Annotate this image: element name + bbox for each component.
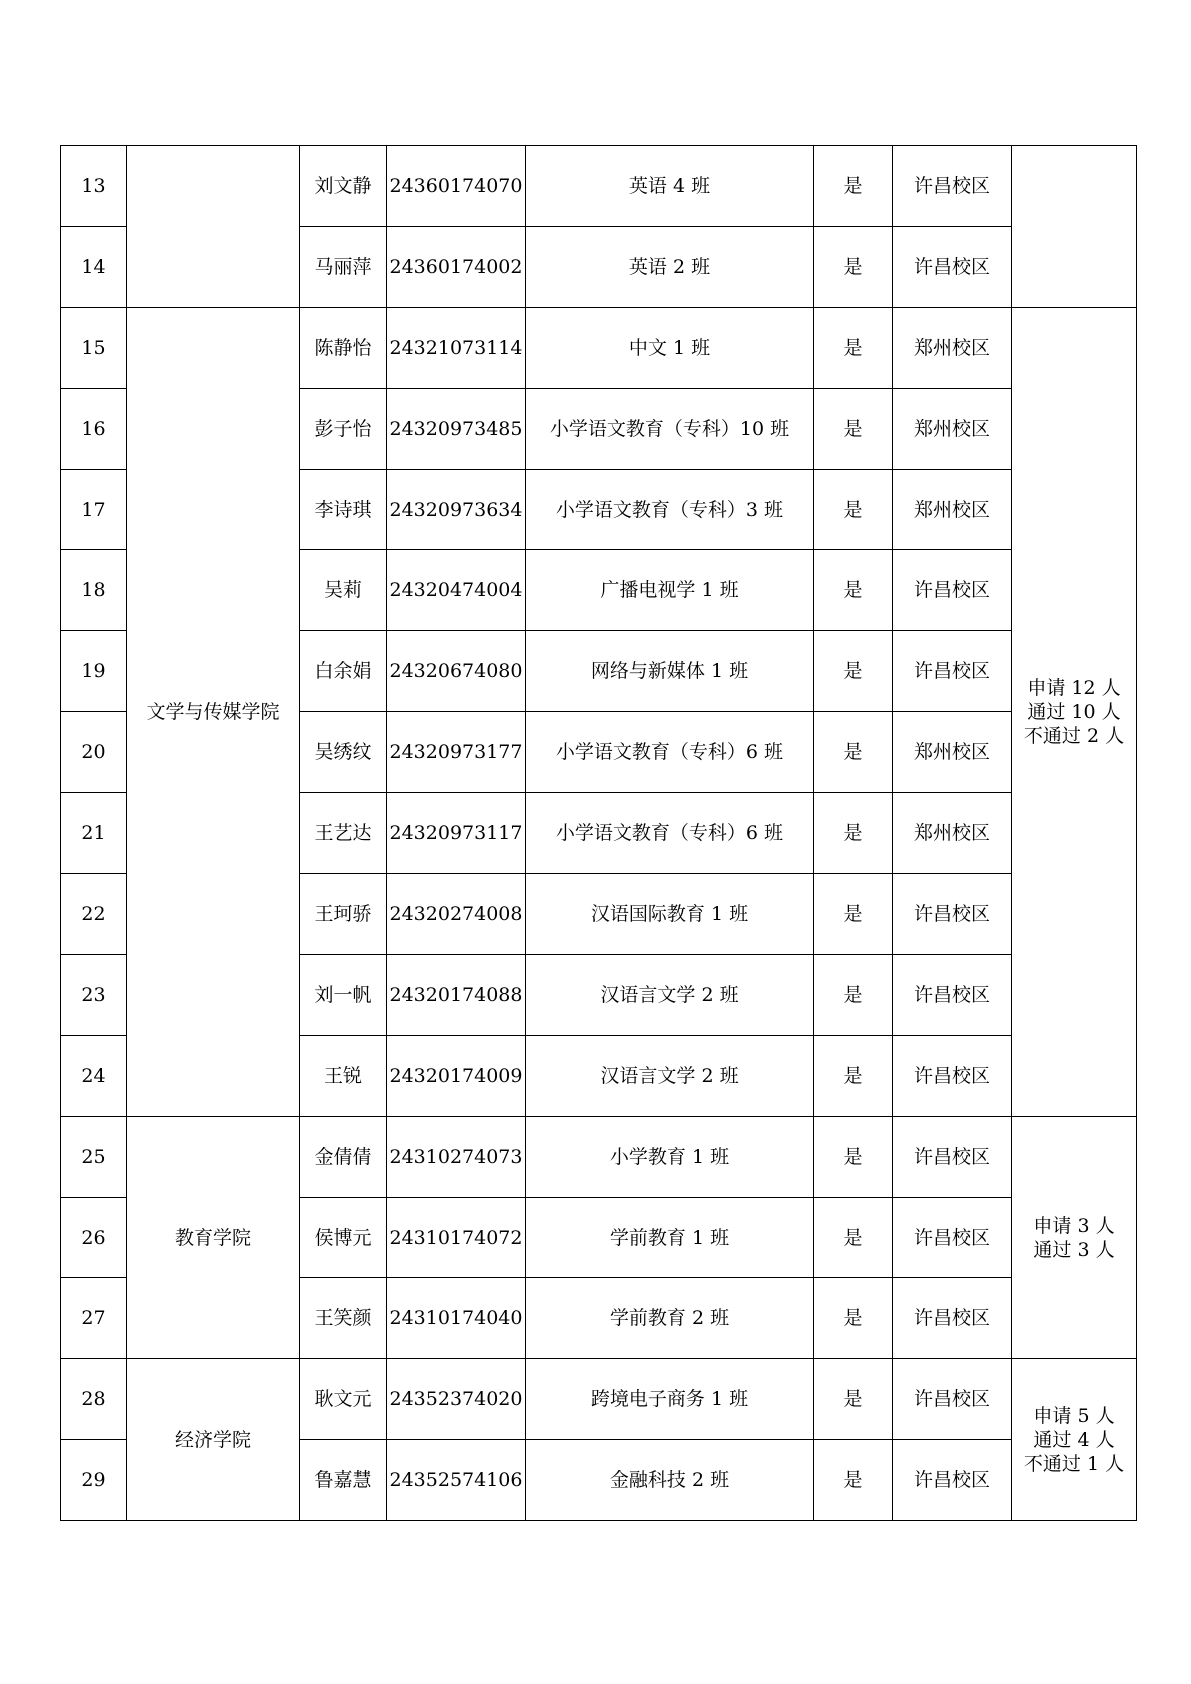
row-index: 19 — [61, 631, 127, 712]
student-id: 24321073114 — [387, 307, 526, 388]
student-roster-table — [60, 145, 1137, 1521]
class-name: 小学语文教育（专科）10 班 — [526, 388, 814, 469]
student-name: 马丽萍 — [300, 226, 387, 307]
campus: 许昌校区 — [893, 1359, 1012, 1440]
approval-flag: 是 — [814, 1197, 893, 1278]
class-name: 中文 1 班 — [526, 307, 814, 388]
college-cell — [127, 146, 300, 308]
student-id: 24320973634 — [387, 469, 526, 550]
class-name: 学前教育 1 班 — [526, 1197, 814, 1278]
table-row — [61, 1359, 1137, 1440]
student-id: 24352374020 — [387, 1359, 526, 1440]
approval-flag: 是 — [814, 1116, 893, 1197]
campus: 许昌校区 — [893, 1278, 1012, 1359]
campus: 郑州校区 — [893, 793, 1012, 874]
class-name: 跨境电子商务 1 班 — [526, 1359, 814, 1440]
note-line-failed: 不通过 2 人 — [1023, 724, 1125, 747]
row-index: 24 — [61, 1035, 127, 1116]
row-index: 26 — [61, 1197, 127, 1278]
campus: 许昌校区 — [893, 1116, 1012, 1197]
campus: 许昌校区 — [893, 550, 1012, 631]
class-name: 网络与新媒体 1 班 — [526, 631, 814, 712]
group-note — [1012, 146, 1137, 308]
college-cell: 教育学院 — [127, 1116, 300, 1359]
student-id: 24320674080 — [387, 631, 526, 712]
campus: 许昌校区 — [893, 226, 1012, 307]
student-id: 24310174040 — [387, 1278, 526, 1359]
campus: 许昌校区 — [893, 1440, 1012, 1521]
class-name: 汉语言文学 2 班 — [526, 1035, 814, 1116]
row-index: 27 — [61, 1278, 127, 1359]
student-id: 24320973117 — [387, 793, 526, 874]
campus: 郑州校区 — [893, 469, 1012, 550]
group-note — [1012, 1359, 1137, 1521]
student-name: 白余娟 — [300, 631, 387, 712]
note-line-applied: 申请 3 人 — [1033, 1214, 1115, 1237]
student-id: 24320973177 — [387, 712, 526, 793]
student-name: 王笑颜 — [300, 1278, 387, 1359]
row-index: 14 — [61, 226, 127, 307]
approval-flag: 是 — [814, 550, 893, 631]
row-index: 29 — [61, 1440, 127, 1521]
class-name: 学前教育 2 班 — [526, 1278, 814, 1359]
campus: 许昌校区 — [893, 631, 1012, 712]
campus: 许昌校区 — [893, 874, 1012, 955]
note-line-passed: 通过 3 人 — [1033, 1238, 1115, 1261]
student-name: 侯博元 — [300, 1197, 387, 1278]
college-cell: 文学与传媒学院 — [127, 307, 300, 1116]
approval-flag: 是 — [814, 1440, 893, 1521]
class-name: 广播电视学 1 班 — [526, 550, 814, 631]
student-id: 24320274008 — [387, 874, 526, 955]
class-name: 金融科技 2 班 — [526, 1440, 814, 1521]
roster-body — [61, 146, 1137, 1521]
approval-flag: 是 — [814, 388, 893, 469]
note-line-passed: 通过 4 人 — [1033, 1428, 1115, 1451]
student-id: 24360174070 — [387, 146, 526, 227]
note-line-passed: 通过 10 人 — [1027, 700, 1121, 723]
approval-flag: 是 — [814, 307, 893, 388]
student-name: 王艺达 — [300, 793, 387, 874]
student-id: 24310174072 — [387, 1197, 526, 1278]
college-cell: 经济学院 — [127, 1359, 300, 1521]
row-index: 20 — [61, 712, 127, 793]
class-name: 小学语文教育（专科）6 班 — [526, 793, 814, 874]
student-name: 陈静怡 — [300, 307, 387, 388]
campus: 郑州校区 — [893, 307, 1012, 388]
student-id: 24360174002 — [387, 226, 526, 307]
class-name: 汉语言文学 2 班 — [526, 954, 814, 1035]
class-name: 小学语文教育（专科）6 班 — [526, 712, 814, 793]
approval-flag: 是 — [814, 1359, 893, 1440]
approval-flag: 是 — [814, 954, 893, 1035]
student-name: 金倩倩 — [300, 1116, 387, 1197]
table-row — [61, 146, 1137, 227]
student-name: 吴莉 — [300, 550, 387, 631]
student-id: 24352574106 — [387, 1440, 526, 1521]
campus: 许昌校区 — [893, 146, 1012, 227]
approval-flag: 是 — [814, 712, 893, 793]
class-name: 小学教育 1 班 — [526, 1116, 814, 1197]
group-note — [1012, 307, 1137, 1116]
row-index: 15 — [61, 307, 127, 388]
campus: 许昌校区 — [893, 1197, 1012, 1278]
row-index: 13 — [61, 146, 127, 227]
campus: 郑州校区 — [893, 388, 1012, 469]
row-index: 21 — [61, 793, 127, 874]
class-name: 汉语国际教育 1 班 — [526, 874, 814, 955]
row-index: 23 — [61, 954, 127, 1035]
campus: 许昌校区 — [893, 954, 1012, 1035]
note-line-applied: 申请 5 人 — [1033, 1404, 1115, 1427]
campus: 郑州校区 — [893, 712, 1012, 793]
approval-flag: 是 — [814, 1278, 893, 1359]
row-index: 25 — [61, 1116, 127, 1197]
row-index: 22 — [61, 874, 127, 955]
student-id: 24310274073 — [387, 1116, 526, 1197]
class-name: 英语 4 班 — [526, 146, 814, 227]
student-name: 彭子怡 — [300, 388, 387, 469]
note-line-failed: 不通过 1 人 — [1023, 1452, 1125, 1475]
note-line-applied: 申请 12 人 — [1027, 676, 1121, 699]
approval-flag: 是 — [814, 793, 893, 874]
student-name: 鲁嘉慧 — [300, 1440, 387, 1521]
student-name: 王珂骄 — [300, 874, 387, 955]
row-index: 28 — [61, 1359, 127, 1440]
student-id: 24320973485 — [387, 388, 526, 469]
table-row — [61, 1116, 1137, 1197]
approval-flag: 是 — [814, 146, 893, 227]
campus: 许昌校区 — [893, 1035, 1012, 1116]
student-id: 24320174088 — [387, 954, 526, 1035]
student-name: 耿文元 — [300, 1359, 387, 1440]
group-note — [1012, 1116, 1137, 1359]
student-id: 24320174009 — [387, 1035, 526, 1116]
student-name: 李诗琪 — [300, 469, 387, 550]
table-row — [61, 307, 1137, 388]
row-index: 18 — [61, 550, 127, 631]
approval-flag: 是 — [814, 1035, 893, 1116]
row-index: 16 — [61, 388, 127, 469]
class-name: 英语 2 班 — [526, 226, 814, 307]
approval-flag: 是 — [814, 631, 893, 712]
row-index: 17 — [61, 469, 127, 550]
student-name: 吴绣纹 — [300, 712, 387, 793]
student-name: 王锐 — [300, 1035, 387, 1116]
student-name: 刘一帆 — [300, 954, 387, 1035]
approval-flag: 是 — [814, 874, 893, 955]
approval-flag: 是 — [814, 226, 893, 307]
class-name: 小学语文教育（专科）3 班 — [526, 469, 814, 550]
approval-flag: 是 — [814, 469, 893, 550]
student-id: 24320474004 — [387, 550, 526, 631]
student-name: 刘文静 — [300, 146, 387, 227]
